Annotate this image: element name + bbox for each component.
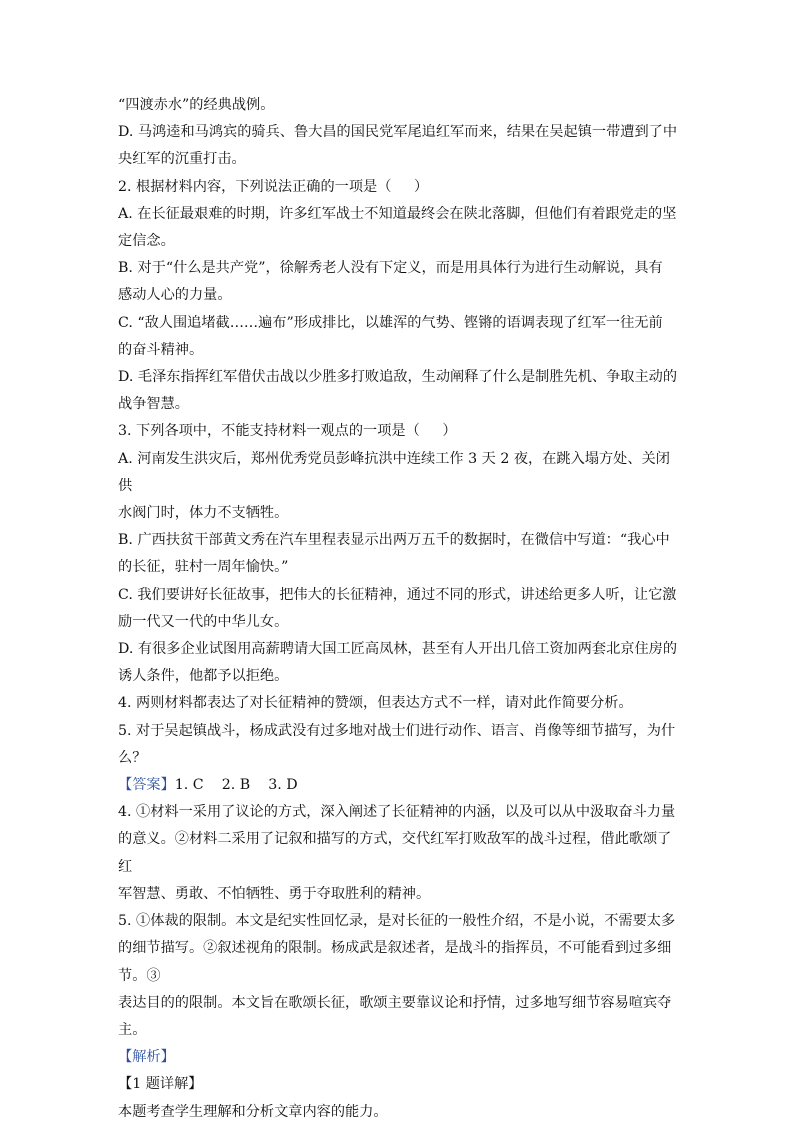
text-line: 的长征，驻村一周年愉快。” xyxy=(118,559,289,576)
text-line: 3. 下列各项中，不能支持材料一观点的一项是（ ） xyxy=(118,423,457,440)
text-line: “四渡赤水”的经典战例。 xyxy=(118,97,275,113)
text-line: D. 马鸿逵和马鸿宾的骑兵、鲁大昌的国民党军尾追红军而来，结果在吴起镇一带遭到了中 xyxy=(118,124,678,141)
text-line: B. 对于“什么是共产党”，徐解秀老人没有下定义，而是用具体行为进行生动解说，具有 xyxy=(118,260,663,277)
text-line: 么？ xyxy=(118,749,147,766)
text-line: 5. ①体裁的限制。本文是纪实性回忆录，是对长征的一般性介绍，不是小说，不需要太多 xyxy=(118,913,676,930)
answer-block xyxy=(118,799,680,1044)
document-page xyxy=(118,92,680,1126)
text-line: 4. ①材料一采用了议论的方式，深入阐述了长征精神的内涵，以及可以从中汲取奋斗力量 xyxy=(118,804,676,821)
text-line: A. 在长征最艰难的时期，许多红军战士不知道最终会在陕北落脚，但他们有着跟党走的坚 xyxy=(118,205,677,222)
text-line: 诱人条件，他都予以拒绝。 xyxy=(118,668,289,685)
text-line: C. 我们要讲好长征故事，把伟大的长征精神，通过不同的形式，讲述给更多人听，让它激 xyxy=(118,586,677,603)
answer-label: 【答案】 xyxy=(118,777,175,794)
text-line: B. 广西扶贫干部黄文秀在汽车里程表显示出两万五千的数据时，在微信中写道：“我心中 xyxy=(118,532,670,549)
text-line: 战争智慧。 xyxy=(118,396,189,413)
text-line: 2. 根据材料内容，下列说法正确的一项是（ ） xyxy=(118,178,429,195)
text-line: 感动人心的力量。 xyxy=(118,287,232,304)
answer-line xyxy=(118,772,680,799)
text-line: C. “敌人围追堵截……遍布”形成排比，以雄浑的气势、铿锵的语调表现了红军一往无前 xyxy=(118,314,663,331)
analysis-label: 【解析】 xyxy=(118,1049,175,1066)
text-line: 4. 两则材料都表达了对长征精神的赞颂，但表达方式不一样，请对此作简要分析。 xyxy=(118,695,633,712)
text-line: 定信念。 xyxy=(118,233,175,250)
text-line: 表达目的的限制。本文旨在歌颂长征，歌颂主要靠议论和抒情，过多地写细节容易喧宾夺主。 xyxy=(118,994,672,1038)
text-line: 励一代又一代的中华儿女。 xyxy=(118,613,289,630)
text-line: 5. 对于吴起镇战斗，杨成武没有过多地对战士们进行动作、语言、肖像等细节描写，为什 xyxy=(118,722,676,739)
text-line: 的细节描写。②叙述视角的限制。杨成武是叙述者，是战斗的指挥员，不可能看到过多细节。③ xyxy=(118,940,672,984)
text-line: 军智慧、勇敢、不怕牺牲、勇于夺取胜利的精神。 xyxy=(118,885,431,902)
text-line: 的意义。②材料二采用了记叙和描写的方式，交代红军打败敌军的战斗过程，借此歌颂了红 xyxy=(118,831,672,875)
question-block xyxy=(118,92,680,772)
text-line: 本题考查学生理解和分析文章内容的能力。 xyxy=(118,1103,388,1120)
text-line: D. 有很多企业试图用高薪聘请大国工匠高凤林，甚至有人开出几倍工资加两套北京住房的 xyxy=(118,641,678,658)
text-line: D. 毛泽东指挥红军借伏击战以少胜多打败追敌，生动阐释了什么是制胜先机、争取主动的 xyxy=(118,369,678,386)
text-line: 央红军的沉重打击。 xyxy=(118,151,246,168)
answer-text: 1. C 2. B 3. D xyxy=(174,777,298,794)
text-line: 的奋斗精神。 xyxy=(118,341,204,358)
text-line: 水阀门时，体力不支牺牲。 xyxy=(118,505,289,522)
text-line: A. 河南发生洪灾后，郑州优秀党员彭峰抗洪中连续工作 3 天 2 夜，在跳入塌方处、关闭供 xyxy=(118,450,670,494)
detail-label: 【1 题详解】 xyxy=(118,1076,203,1093)
